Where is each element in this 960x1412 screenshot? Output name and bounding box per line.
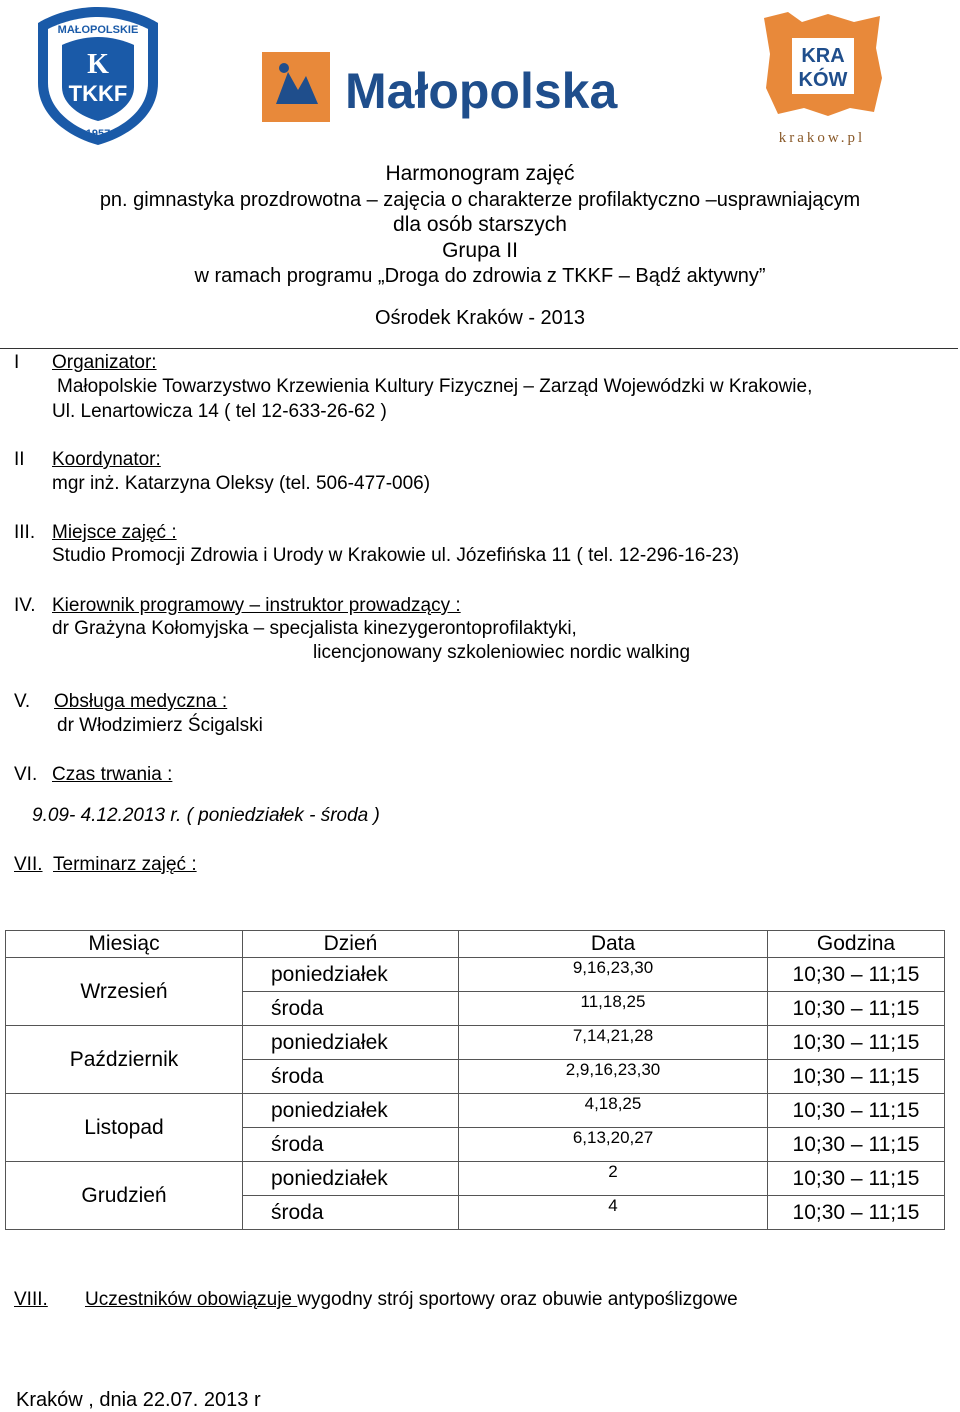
doc-audience: dla osób starszych	[393, 213, 567, 236]
hour-cell: 10;30 – 11;15	[768, 1196, 945, 1230]
table-row	[6, 1094, 945, 1128]
section-5-line1: dr Włodzimierz Ścigalski	[57, 715, 263, 736]
hour-cell: 10;30 – 11;15	[768, 1060, 945, 1094]
day-cell: poniedziałek	[243, 1094, 459, 1128]
doc-program: w ramach programu „Droga do zdrowia z TKKF – Bądź aktywny”	[194, 265, 766, 287]
section-6-number: VI.	[14, 764, 38, 785]
day-cell: środa	[243, 1196, 459, 1230]
section-4-number: IV.	[14, 595, 36, 616]
day-cell: środa	[243, 1128, 459, 1162]
section-7-number: VII.	[14, 854, 43, 875]
month-cell: Grudzień	[6, 1162, 243, 1230]
date-cell: 6,13,20,27	[459, 1128, 768, 1162]
section-1-number: I	[14, 352, 20, 373]
hour-cell: 10;30 – 11;15	[768, 1162, 945, 1196]
section-6-period: 9.09- 4.12.2013 r. ( poniedziałek - środa )	[32, 805, 380, 826]
month-cell: Wrzesień	[6, 958, 243, 1026]
section-2-title: Koordynator:	[52, 449, 161, 470]
hour-cell: 10;30 – 11;15	[768, 1026, 945, 1060]
krakow-logo-line2: KÓW	[798, 69, 848, 91]
section-1-line2: Ul. Lenartowicza 14 ( tel 12-633-26-62 )	[52, 401, 387, 422]
doc-subtitle: pn. gimnastyka prozdrowotna – zajęcia o charakterze profilaktyczno –usprawniającym	[99, 189, 861, 211]
malopolska-logo-text: Małopolska	[345, 63, 618, 119]
section-3-title: Miejsce zajęć :	[52, 522, 177, 543]
date-cell: 11,18,25	[459, 992, 768, 1026]
section-1-line1: Małopolskie Towarzystwo Krzewienia Kultury Fizycznej – Zarząd Wojewódzki w Krakowie,	[57, 376, 813, 397]
section-7-title: Terminarz zajęć :	[53, 854, 197, 875]
hour-cell: 10;30 – 11;15	[768, 1128, 945, 1162]
tkkf-logo	[32, 3, 164, 148]
hour-cell: 10;30 – 11;15	[768, 958, 945, 992]
table-row	[6, 1162, 945, 1196]
section-8-number	[14, 1289, 48, 1311]
table-header-row	[6, 931, 945, 958]
section-3-line1: Studio Promocji Zdrowia i Urody w Krakowie ul. Józefińska 11 ( tel. 12-296-16-23)	[52, 545, 740, 566]
tkkf-letter: K	[87, 49, 109, 80]
tkkf-year: 1957	[85, 128, 111, 140]
schedule-table	[5, 930, 945, 1230]
month-cell: Październik	[6, 1026, 243, 1094]
header-divider	[0, 348, 958, 349]
section-8-text	[85, 1289, 738, 1311]
section-4-line1: dr Grażyna Kołomyjska – specjalista kinezygerontoprofilaktyki,	[52, 618, 577, 639]
krakow-logo	[758, 8, 886, 150]
day-cell: poniedziałek	[243, 1162, 459, 1196]
section-6-title: Czas trwania :	[52, 764, 173, 785]
section-2-number: II	[14, 449, 25, 470]
hour-cell: 10;30 – 11;15	[768, 992, 945, 1026]
day-cell: poniedziałek	[243, 958, 459, 992]
table-header-date: Data	[459, 931, 768, 958]
date-cell: 2	[459, 1162, 768, 1196]
section-1-title: Organizator:	[52, 352, 157, 373]
hour-cell: 10;30 – 11;15	[768, 1094, 945, 1128]
section-5-number: V.	[14, 691, 31, 712]
date-cell: 4	[459, 1196, 768, 1230]
section-8-number-text: VIII.	[14, 1289, 48, 1310]
tkkf-arc-text: MAŁOPOLSKIE	[57, 24, 139, 36]
date-cell: 2,9,16,23,30	[459, 1060, 768, 1094]
day-cell: poniedziałek	[243, 1026, 459, 1060]
date-cell: 7,14,21,28	[459, 1026, 768, 1060]
date-cell: 9,16,23,30	[459, 958, 768, 992]
tkkf-monogram: TKKF	[68, 81, 128, 106]
day-cell: środa	[243, 992, 459, 1026]
section-8-title: Uczestników obowiązuje	[85, 1289, 298, 1310]
day-cell: środa	[243, 1060, 459, 1094]
section-8-rest: wygodny strój sportowy oraz obuwie antypoślizgowe	[297, 1289, 738, 1310]
krakow-logo-line1: KRA	[801, 45, 845, 67]
section-5-title: Obsługa medyczna :	[54, 691, 228, 712]
section-4-title: Kierownik programowy – instruktor prowadzący :	[52, 595, 461, 616]
footer-place-date: Kraków , dnia 22.07. 2013 r	[16, 1389, 261, 1411]
date-cell: 4,18,25	[459, 1094, 768, 1128]
section-3-number: III.	[14, 522, 36, 543]
doc-group: Grupa II	[442, 239, 518, 262]
section-2-line1: mgr inż. Katarzyna Oleksy (tel. 506-477-006)	[52, 473, 431, 494]
krakow-logo-url: krakow.pl	[778, 130, 866, 146]
doc-title: Harmonogram zajęć	[385, 162, 575, 185]
table-row	[6, 1026, 945, 1060]
month-cell: Listopad	[6, 1094, 243, 1162]
table-header-day: Dzień	[243, 931, 459, 958]
table-row	[6, 958, 945, 992]
doc-center: Ośrodek Kraków - 2013	[374, 307, 586, 329]
section-4-line2: licencjonowany szkoleniowiec nordic walking	[313, 642, 691, 663]
table-header-month: Miesiąc	[6, 931, 243, 958]
table-header-hour: Godzina	[768, 931, 945, 958]
malopolska-emblem-icon	[262, 52, 330, 122]
